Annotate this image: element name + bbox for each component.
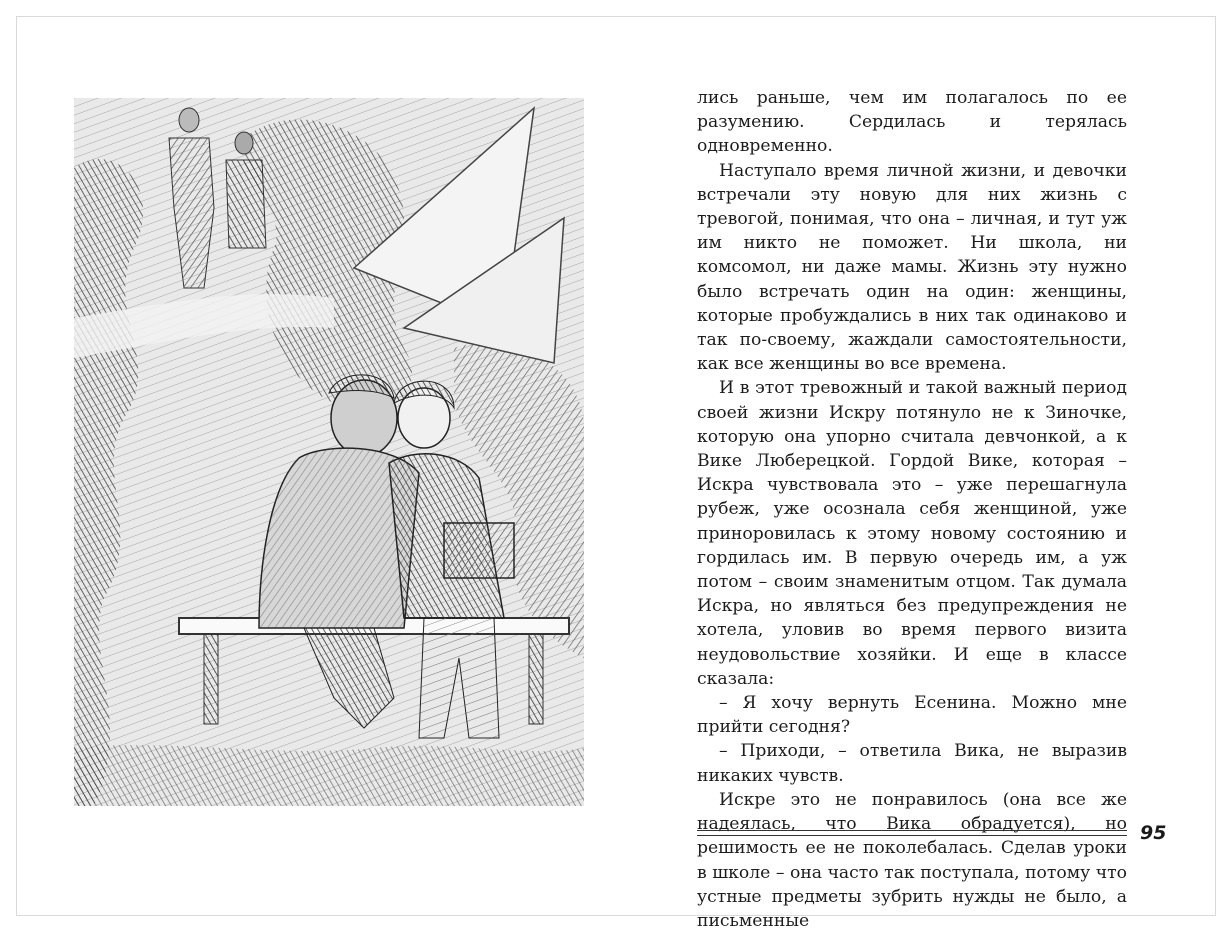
dialogue-line: – Я хочу вернуть Есенина. Можно мне прийти сегодня? (697, 693, 1127, 738)
paragraph: лись раньше, чем им полагалось по ее разумению. Сердилась и терялась одновременно. (697, 88, 1127, 157)
dialogue-line: – Приходи, – ответила Вика, не выразив никаких чувств. (697, 741, 1127, 786)
paragraph: И в этот тревожный и такой важный период своей жизни Искру потянуло не к Зиночке, которую она упорно считала девчонкой, а к Вике Люберецкой. Гордой Вике, которая – Искра чувствовала это – уже перешагнула рубеж, уже осознала себя женщиной, уже приноровилась к этому новому состоянию и гордилась им. В первую очередь им, а уж потом – своим знаменитым отцом. Так думала Искра, но являться без предупреждения не хотела, уловив во время первого визита неудовольствие хозяйки. И еще в классе сказала: (697, 378, 1127, 689)
paragraph: Искре это не понравилось (она все же надеялась, что Вика обрадуется), но решимость ее не поколебалась. Сделав уроки в школе – она часто так поступала, потому что устные предметы зубрить нужды не было, а письменные (697, 789, 1127, 931)
sketch-illustration (74, 98, 584, 806)
footer-divider (697, 830, 1127, 836)
couple-on-bench-icon (74, 98, 584, 806)
page-number: 95 (1140, 822, 1167, 844)
main-text (697, 86, 1127, 933)
paragraph: Наступало время личной жизни, и девочки встречали эту новую для них жизнь с тревогой, понимая, что она – личная, и тут уж им никто не поможет. Ни школа, ни комсомол, ни даже мамы. Жизнь эту нужно было встречать один на один: женщины, которые пробуждались в них так одинаково и так по-своему, жаждали самостоятельности, как все женщины во все времена. (697, 160, 1127, 375)
